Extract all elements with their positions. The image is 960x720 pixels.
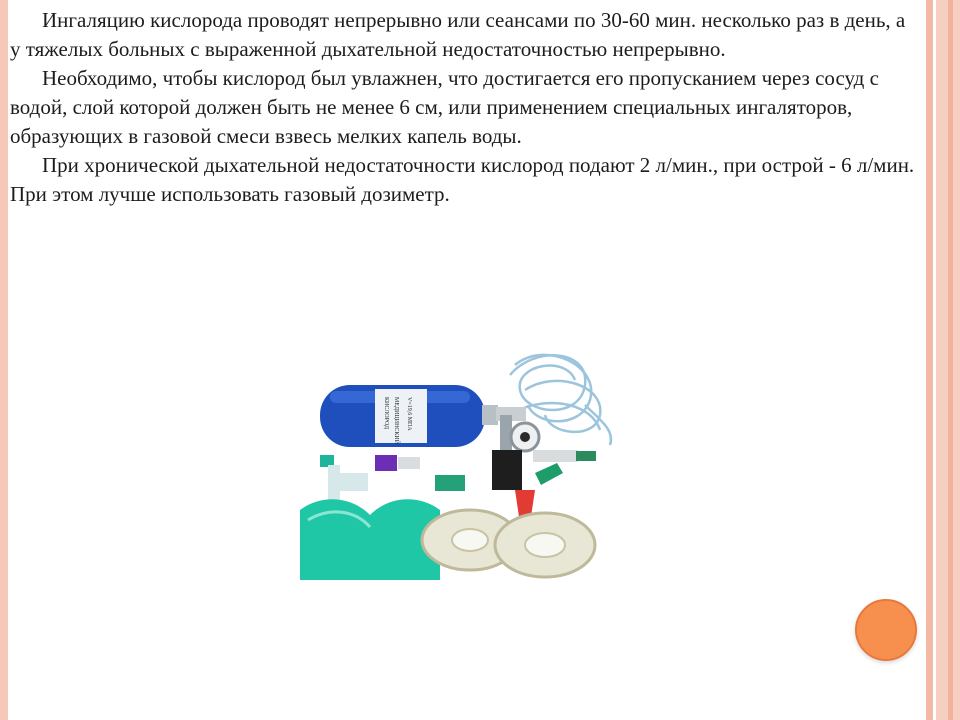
frame-stripe-right: [926, 0, 933, 720]
frame-stripe-left: [0, 0, 8, 720]
svg-text:МЕДИЦИНСКИЙ: МЕДИЦИНСКИЙ: [393, 397, 399, 445]
frame-stripe-right: [948, 0, 953, 720]
oxygen-mask-icon: [422, 510, 595, 577]
oxygen-cylinder-icon: [320, 385, 498, 447]
paragraph-humidification: Необходимо, чтобы кислород был увлажнен, что достигается его пропусканием через сосуд с водой, слой которой должен быть не менее 6 см, или применением специальных ингаляторов, образующих в газовой смеси взвесь мелких капель воды.: [10, 66, 879, 148]
slide-body-text: [10, 6, 915, 209]
svg-text:КИСЛОРОД: КИСЛОРОД: [383, 397, 389, 430]
paragraph-inhalation-mode: Ингаляцию кислорода проводят непрерывно или сеансами по 30-60 мин. несколько раз в день, а у тяжелых больных с выраженной дыхательной недостаточностью непрерывно.: [10, 8, 906, 61]
oxygen-equipment-illustration: [300, 345, 620, 585]
decorative-orange-circle: [855, 599, 917, 661]
breathing-bag-icon: [300, 499, 440, 580]
paragraph-flow-rate: При хронической дыхательной недостаточности кислород подают 2 л/мин., при острой - 6 л/мин. При этом лучше использовать газовый дозиметр.: [10, 153, 915, 206]
svg-text:V=19,6 МПА: V=19,6 МПА: [406, 397, 412, 431]
